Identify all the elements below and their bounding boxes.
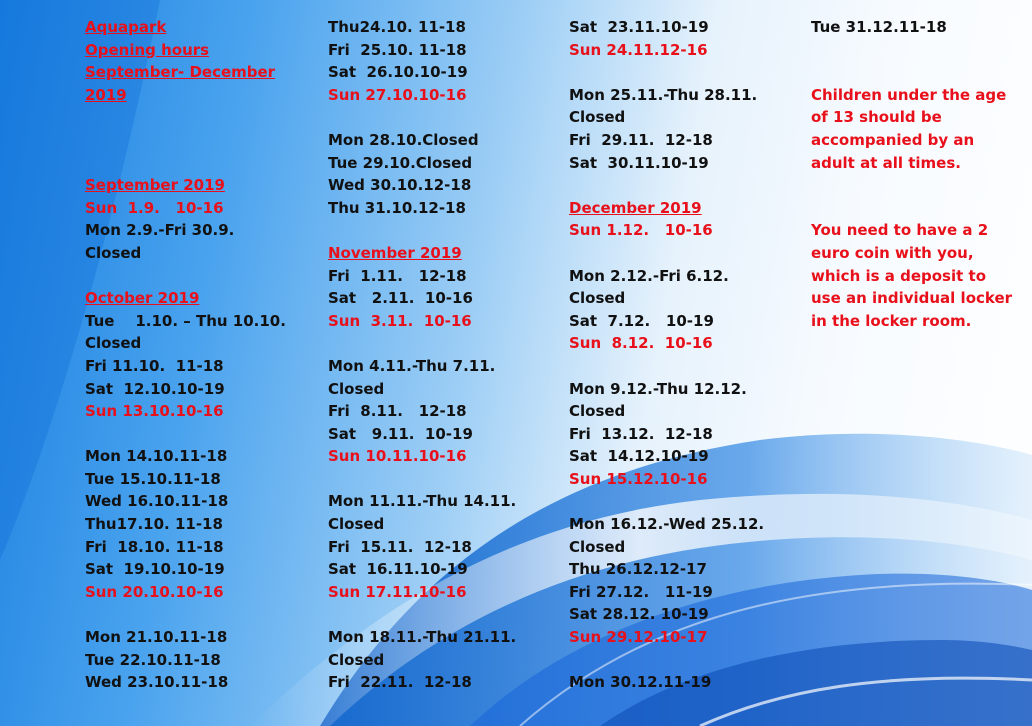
schedule-entry: Sat 23.11.10-19 (569, 18, 709, 36)
schedule-entry: Mon 4.11.-Thu 7.11. (328, 356, 496, 375)
schedule-entry: Sat 9.11. 10-19 (328, 424, 473, 443)
schedule-entry: Fri 29.11. 12-18 (569, 130, 713, 149)
schedule-entry: Thu 26.12.12-17 (569, 560, 707, 579)
schedule-entry: Sat 14.12.10-19 (569, 447, 709, 466)
notice-text: Children under the age of 13 should be accompanied by an adult at all times. (811, 85, 1007, 172)
schedule-entry: Sun 15.12.10-16 (569, 469, 708, 488)
spacer (811, 61, 1016, 84)
spacer (569, 649, 764, 672)
schedule-entry: Sat 26.10.10-19 (328, 63, 468, 82)
schedule-entry: Thu17.10. 11-18 (85, 515, 223, 534)
spacer (328, 219, 516, 242)
schedule-entry: Sun 20.10.10-16 (85, 582, 224, 601)
spacer (328, 332, 516, 355)
schedule-entry: Closed (328, 515, 385, 534)
schedule-column-2 (328, 16, 516, 694)
schedule-entry: Sat 28.12. 10-19 (569, 605, 709, 624)
schedule-entry: Sat 12.10.10-19 (85, 379, 225, 398)
schedule-entry: Sat 7.12. 10-19 (569, 311, 714, 330)
schedule-entry: Sat 19.10.10-19 (85, 560, 225, 579)
schedule-entry: Sat 30.11.10-19 (569, 153, 709, 172)
schedule-entry: Mon 11.11.-Thu 14.11. (328, 492, 517, 511)
schedule-entry: Sun 10.11.10-16 (328, 447, 467, 466)
schedule-entry: Closed (569, 402, 626, 421)
schedule-entry: Tue 31.12.11-18 (811, 18, 947, 36)
schedule-entry: Tue 1.10. – Thu 10.10. (85, 311, 286, 330)
schedule-entry: Fri 22.11. 12-18 (328, 673, 472, 692)
schedule-entry: Mon 25.11.-Thu 28.11. (569, 85, 758, 104)
spacer (569, 490, 764, 513)
schedule-entry: Sun 1.12. 10-16 (569, 221, 713, 240)
schedule-entry: Closed (569, 289, 626, 308)
schedule-entry: Thu 31.10.12-18 (328, 198, 466, 217)
schedule-entry: Mon 9.12.-Thu 12.12. (569, 379, 747, 398)
schedule-entry: Sun 24.11.12-16 (569, 40, 708, 59)
schedule-entry: Sun 8.12. 10-16 (569, 334, 713, 353)
schedule-entry: Sat 16.11.10-19 (328, 560, 468, 579)
spacer (811, 39, 1016, 62)
spacer (569, 174, 764, 197)
section-heading: October 2019 (85, 289, 200, 308)
schedule-column-1 (85, 16, 286, 694)
schedule-entry: Sun 13.10.10-16 (85, 402, 224, 421)
section-heading: Opening hours (85, 40, 210, 59)
schedule-entry: Fri 11.10. 11-18 (85, 356, 224, 375)
schedule-entry: Fri 25.10. 11-18 (328, 40, 467, 59)
spacer (85, 423, 286, 446)
schedule-entry: Mon 21.10.11-18 (85, 628, 228, 647)
schedule-entry: Fri 18.10. 11-18 (85, 537, 224, 556)
schedule-entry: Mon 14.10.11-18 (85, 447, 228, 466)
schedule-entry: Mon 16.12.-Wed 25.12. (569, 515, 765, 534)
spacer (85, 129, 286, 152)
schedule-entry: Mon 18.11.-Thu 21.11. (328, 628, 517, 647)
spacer (328, 106, 516, 129)
schedule-entry: Mon 30.12.11-19 (569, 673, 712, 692)
spacer (328, 468, 516, 491)
spacer (569, 355, 764, 378)
section-heading: September 2019 (85, 176, 225, 195)
schedule-entry: Closed (569, 108, 626, 127)
schedule-entry: Fri 27.12. 11-19 (569, 582, 713, 601)
schedule-entry: Mon 28.10.Closed (328, 130, 479, 149)
spacer (569, 61, 764, 84)
schedule-entry: Tue 15.10.11-18 (85, 469, 221, 488)
schedule-entry: Sat 2.11. 10-16 (328, 289, 473, 308)
section-heading: November 2019 (328, 243, 462, 262)
schedule-entry: Closed (569, 537, 626, 556)
schedule-entry: Sun 29.12.10-17 (569, 628, 708, 647)
spacer (85, 265, 286, 288)
schedule-entry: Wed 16.10.11-18 (85, 492, 229, 511)
spacer (328, 603, 516, 626)
spacer (569, 242, 764, 265)
schedule-column-3 (569, 16, 764, 694)
section-heading: December 2019 (569, 198, 702, 217)
schedule-entry: Closed (328, 379, 385, 398)
spacer (811, 197, 1016, 220)
schedule-entry: Fri 13.12. 12-18 (569, 424, 713, 443)
spacer (811, 174, 1016, 197)
schedule-entry: Tue 22.10.11-18 (85, 650, 221, 669)
schedule-entry: Sun 3.11. 10-16 (328, 311, 472, 330)
section-heading: 2019 (85, 85, 127, 104)
spacer (85, 603, 286, 626)
schedule-entry: Closed (85, 334, 142, 353)
spacer (85, 106, 286, 129)
schedule-entry: Mon 2.9.-Fri 30.9. (85, 221, 235, 240)
schedule-entry: Fri 15.11. 12-18 (328, 537, 472, 556)
schedule-entry: Mon 2.12.-Fri 6.12. (569, 266, 729, 285)
schedule-entry: Fri 1.11. 12-18 (328, 266, 467, 285)
schedule-entry: Tue 29.10.Closed (328, 153, 473, 172)
schedule-column-4 (811, 16, 1016, 332)
section-heading: September- December (85, 63, 276, 82)
schedule-entry: Wed 23.10.11-18 (85, 673, 229, 692)
schedule-entry: Wed 30.10.12-18 (328, 176, 472, 195)
schedule-entry: Sun 1.9. 10-16 (85, 198, 224, 217)
schedule-entry: Closed (328, 650, 385, 669)
schedule-entry: Sun 17.11.10-16 (328, 582, 467, 601)
notice-text: You need to have a 2 euro coin with you, which is a deposit to use an individual locker in the locker room. (811, 221, 1013, 330)
section-heading: Aquapark (85, 18, 167, 36)
schedule-entry: Closed (85, 243, 142, 262)
spacer (85, 152, 286, 175)
schedule-entry: Sun 27.10.10-16 (328, 85, 467, 104)
schedule-entry: Thu24.10. 11-18 (328, 18, 466, 36)
schedule-entry: Fri 8.11. 12-18 (328, 402, 467, 421)
